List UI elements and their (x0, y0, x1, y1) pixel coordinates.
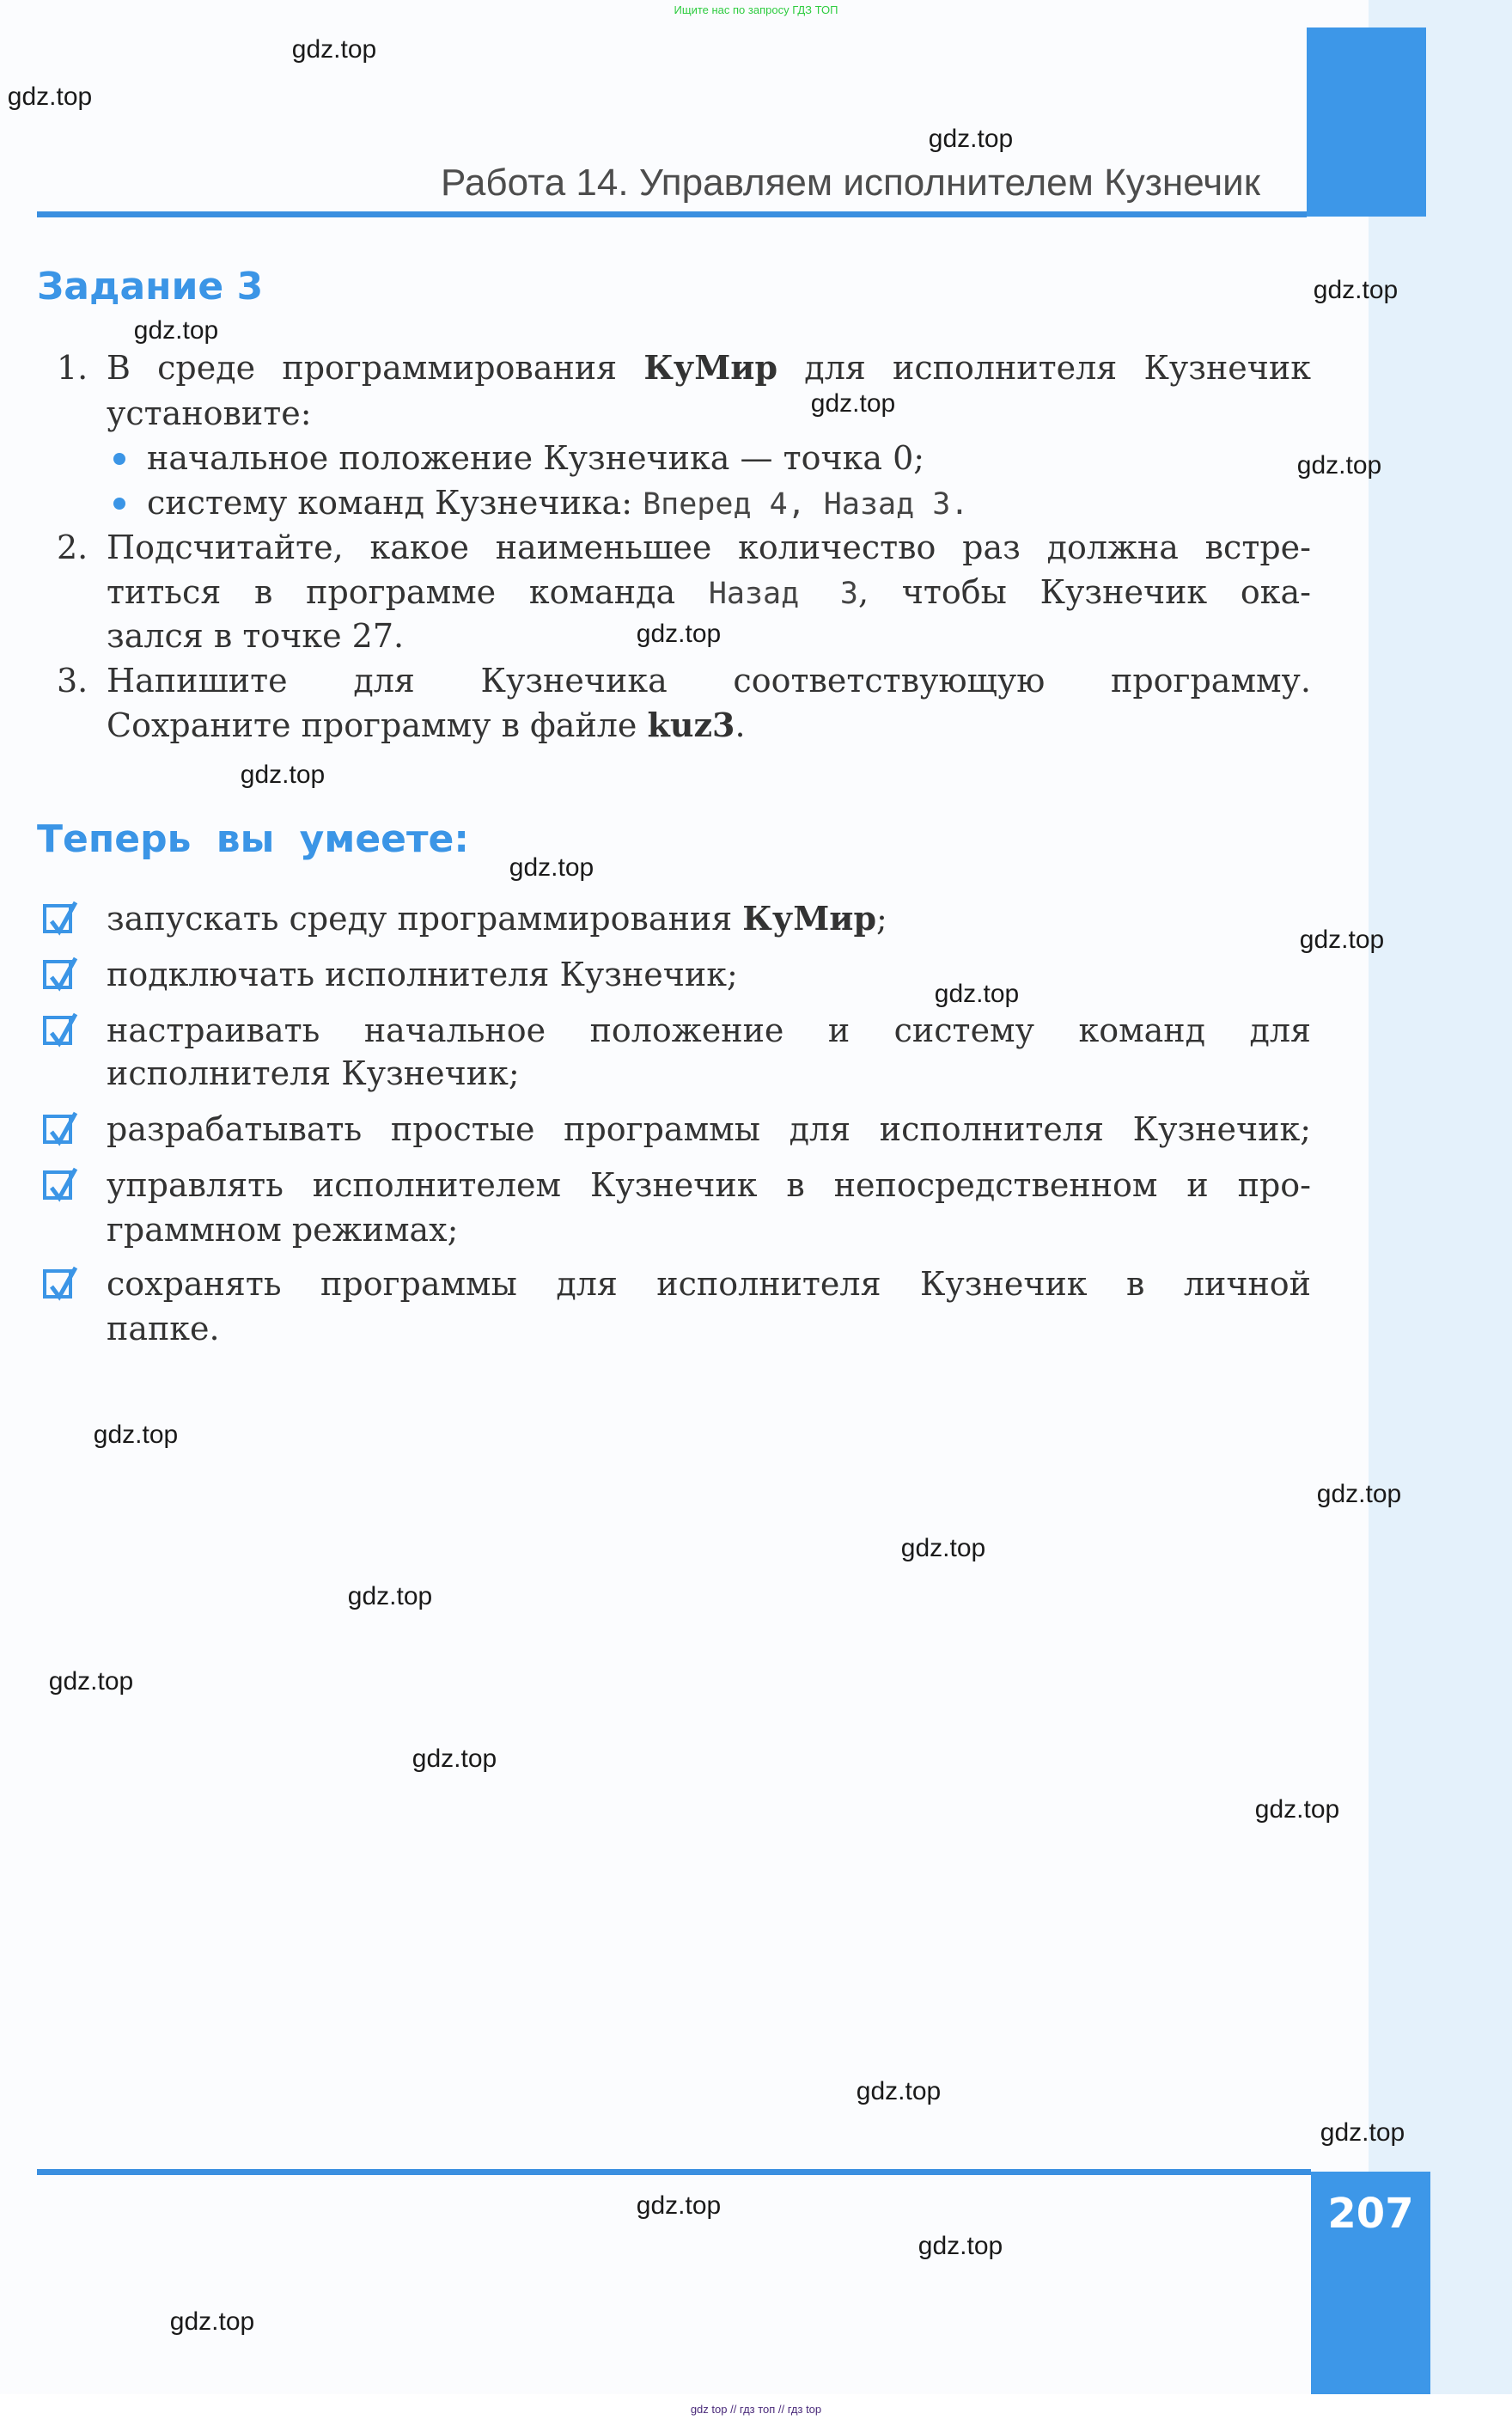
text-line (107, 1163, 1311, 1207)
skills-heading: Теперь вы умеете: (37, 817, 469, 861)
task-step-number: 1. (57, 349, 88, 387)
task-step-number: 2. (57, 529, 88, 566)
running-header-title: Работа 14. Управляем исполнителем Кузнечик (441, 162, 1260, 204)
text-segment: , чтобы Кузнечик ока- (857, 573, 1311, 611)
text-segment: запускать среду программирования (107, 900, 743, 938)
checkbox-checked-icon (43, 1115, 72, 1144)
watermark: gdz.top (93, 1421, 179, 1449)
watermark: gdz.top (1316, 1480, 1402, 1508)
checkbox-checked-icon (43, 904, 72, 933)
text-line (107, 1107, 1311, 1152)
text-segment: установите: (107, 394, 312, 432)
watermark: gdz.top (133, 316, 219, 345)
watermark: gdz.top (1313, 276, 1399, 304)
header-tab (1307, 27, 1426, 217)
text-segment: исполнителя Кузнечик; (107, 1054, 520, 1092)
text-segment: начальное положение Кузнечика — точка 0; (147, 439, 925, 477)
watermark: gdz.top (1320, 2118, 1405, 2147)
page-number: 207 (1327, 2190, 1414, 2238)
text-segment: систему команд Кузнечика: (147, 484, 643, 522)
text-segment: зался в точке 27. (107, 617, 405, 655)
text-line (107, 1306, 220, 1351)
text-line (147, 480, 968, 527)
text-line (107, 703, 746, 748)
header-divider (37, 211, 1307, 217)
bullet-icon (113, 498, 125, 510)
text-segment: настраивать начальное положение и систему команд для (107, 1011, 1311, 1049)
text-segment: Напишите для Кузнечика соответствующую программу. (107, 662, 1311, 700)
page-margin-strip (1369, 0, 1512, 2426)
text-segment: подключать исполнителя Кузнечик; (107, 956, 738, 993)
watermark: gdz.top (918, 2232, 1003, 2260)
text-line (107, 345, 1311, 390)
text-line (107, 614, 404, 658)
text-segment: разрабатывать простые программы для исполнителя Кузнечик; (107, 1110, 1311, 1148)
text-segment: сохранять программы для исполнителя Кузнечик в личной (107, 1265, 1311, 1303)
watermark: gdz.top (509, 853, 594, 882)
text-segment: ; (876, 900, 887, 938)
text-line (107, 1051, 520, 1096)
text-segment: для исполнителя Кузнечик (777, 349, 1311, 387)
watermark: gdz.top (347, 1582, 433, 1610)
text-line (107, 952, 738, 997)
text-line (107, 1207, 458, 1252)
text-segment: папке. (107, 1310, 220, 1347)
watermark: gdz.top (169, 2307, 255, 2336)
text-line (107, 391, 312, 436)
code-text: Вперед 4, Назад 3. (643, 487, 969, 522)
text-line (107, 1008, 1311, 1053)
watermark: gdz.top (7, 82, 93, 111)
watermark: gdz.top (636, 2191, 722, 2220)
text-line (147, 436, 924, 480)
text-line (107, 570, 1311, 616)
watermark: gdz.top (636, 620, 722, 648)
top-banner: Ищите нас по запросу ГДЗ ТОП (674, 3, 838, 16)
task-step-number: 3. (57, 662, 88, 700)
bold-text: КуМир (643, 348, 778, 387)
text-segment: управлять исполнителем Кузнечик в непосредственном и про- (107, 1166, 1311, 1204)
text-line (107, 1262, 1311, 1306)
text-line (107, 658, 1311, 703)
watermark: gdz.top (1254, 1795, 1340, 1824)
text-segment: . (735, 706, 746, 744)
watermark: gdz.top (928, 125, 1014, 153)
text-segment: титься в программе команда (107, 573, 709, 611)
checkbox-checked-icon (43, 960, 72, 989)
watermark: gdz.top (1296, 451, 1382, 480)
watermark: gdz.top (900, 1534, 986, 1562)
watermark: gdz.top (412, 1745, 497, 1773)
text-segment: граммном режимах; (107, 1211, 459, 1249)
code-text: Назад 3 (708, 577, 858, 611)
bold-text: КуМир (742, 899, 877, 938)
watermark: gdz.top (1299, 926, 1385, 954)
watermark: gdz.top (48, 1667, 134, 1696)
bottom-banner: gdz top // гдз топ // гдз top (690, 2403, 822, 2416)
text-segment: Подсчитайте, какое наименьшее количество раз должна встре- (107, 529, 1311, 566)
watermark: gdz.top (810, 389, 896, 418)
watermark: gdz.top (856, 2077, 942, 2105)
watermark: gdz.top (291, 35, 377, 64)
watermark: gdz.top (934, 980, 1020, 1008)
checkbox-checked-icon (43, 1269, 72, 1299)
bold-text: kuz3 (647, 706, 735, 744)
task-heading: Задание 3 (37, 265, 264, 309)
text-segment: В среде программирования (107, 349, 644, 387)
footer-divider (37, 2169, 1311, 2175)
bullet-icon (113, 453, 125, 465)
watermark: gdz.top (240, 761, 326, 789)
text-line (107, 896, 887, 941)
checkbox-checked-icon (43, 1170, 72, 1200)
text-line (107, 525, 1311, 570)
text-segment: Сохраните программу в файле (107, 706, 648, 744)
checkbox-checked-icon (43, 1016, 72, 1045)
